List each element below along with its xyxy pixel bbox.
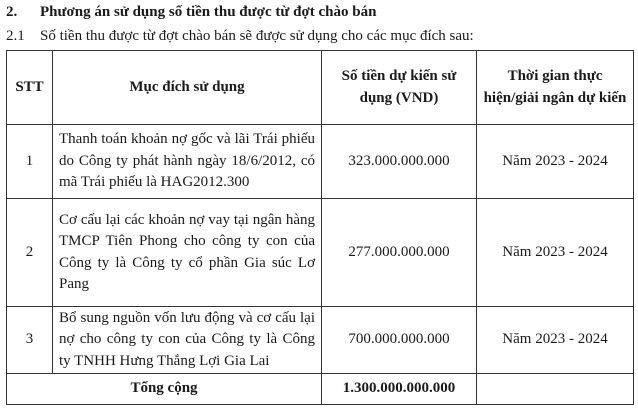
row-time: Năm 2023 - 2024 bbox=[477, 125, 634, 199]
section-heading bbox=[6, 4, 376, 21]
section-number: 2. bbox=[6, 4, 18, 20]
header-stt: STT bbox=[7, 51, 53, 125]
total-empty-cell bbox=[477, 374, 634, 405]
total-label: Tổng cộng bbox=[7, 374, 322, 405]
row-stt: 2 bbox=[7, 199, 53, 307]
subsection-number: 2.1 bbox=[6, 28, 25, 44]
total-row bbox=[7, 374, 634, 405]
row-purpose: Bổ sung nguồn vốn lưu động và cơ cấu lại nợ cho công ty con của Công ty là Công ty TNHH Hưng Thắng Lợi Gia Lai bbox=[53, 307, 322, 374]
row-time: Năm 2023 - 2024 bbox=[477, 307, 634, 374]
table-header-row bbox=[7, 51, 634, 125]
header-time: Thời gian thực hiện/giải ngân dự kiến bbox=[477, 51, 634, 125]
subsection-text: Số tiền thu được từ đợt chào bán sẽ được sử dụng cho các mục đích sau: bbox=[40, 28, 474, 44]
table-row bbox=[7, 199, 634, 307]
header-amount: Số tiền dự kiến sử dụng (VND) bbox=[322, 51, 477, 125]
row-amount: 700.000.000.000 bbox=[322, 307, 477, 374]
subsection-heading bbox=[6, 28, 474, 45]
row-amount: 277.000.000.000 bbox=[322, 199, 477, 307]
row-amount: 323.000.000.000 bbox=[322, 125, 477, 199]
row-stt: 3 bbox=[7, 307, 53, 374]
table-row bbox=[7, 307, 634, 374]
header-purpose: Mục đích sử dụng bbox=[53, 51, 322, 125]
row-stt: 1 bbox=[7, 125, 53, 199]
table-row bbox=[7, 125, 634, 199]
row-purpose: Thanh toán khoản nợ gốc và lãi Trái phiếu do Công ty phát hành ngày 18/6/2012, có mã Trái phiếu là HAG2012.300 bbox=[53, 125, 322, 199]
row-time: Năm 2023 - 2024 bbox=[477, 199, 634, 307]
row-purpose: Cơ cấu lại các khoản nợ vay tại ngân hàng TMCP Tiên Phong cho công ty con của Công ty là Công ty cổ phần Gia súc Lơ Pang bbox=[53, 199, 322, 307]
proceeds-usage-table bbox=[6, 50, 634, 405]
section-title: Phương án sử dụng số tiền thu được từ đợt chào bán bbox=[40, 4, 377, 20]
total-amount: 1.300.000.000.000 bbox=[322, 374, 477, 405]
